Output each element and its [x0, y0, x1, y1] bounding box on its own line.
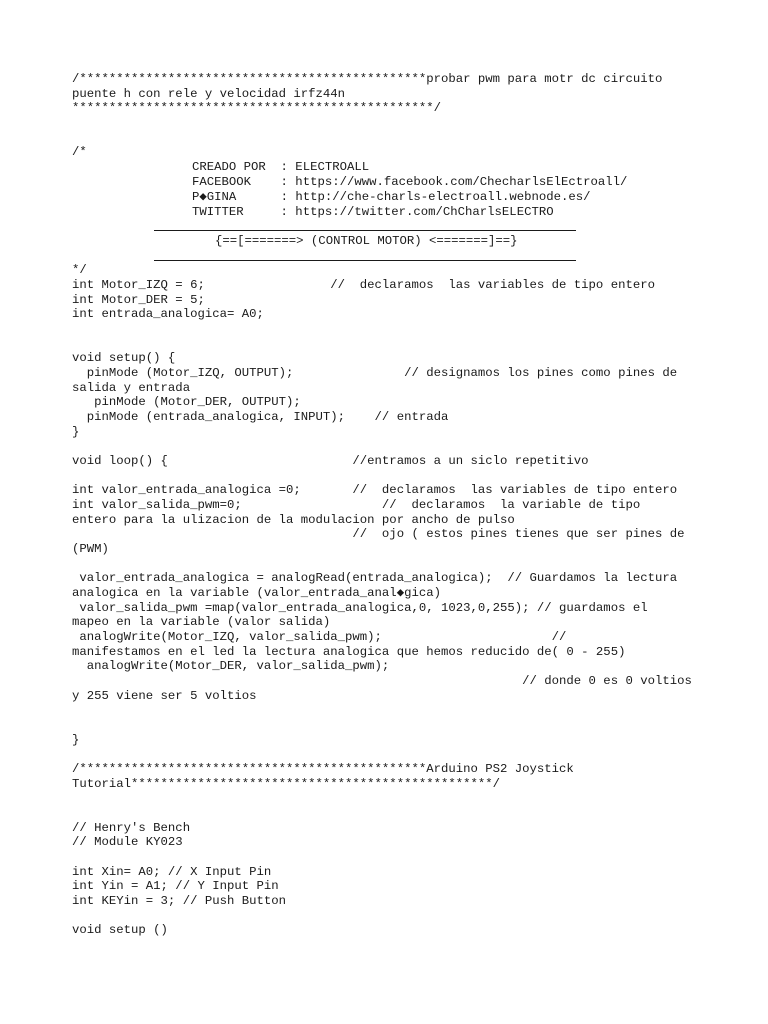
code-line: /***********************************************probar pwm para motr dc circuito: [72, 72, 663, 86]
code-line: analogWrite(Motor_IZQ, valor_salida_pwm); //: [72, 630, 567, 644]
code-line: void setup (): [72, 923, 168, 937]
code-line: puente h con rele y velocidad irfz44n: [72, 87, 346, 101]
code-line: int valor_entrada_analogica =0; // declaramos las variables de tipo entero: [72, 483, 678, 497]
code-line: int Motor_IZQ = 6; // declaramos las variables de tipo entero: [72, 278, 655, 292]
code-line: CREADO POR : ELECTROALL: [192, 160, 370, 174]
divider-line: [154, 230, 576, 231]
code-line: manifestamos en el led la lectura analogica que hemos reducido de( 0 - 255): [72, 645, 626, 659]
code-line: analogWrite(Motor_DER, valor_salida_pwm);: [72, 659, 390, 673]
code-line: }: [72, 425, 80, 439]
code-line: int KEYin = 3; // Push Button: [72, 894, 287, 908]
code-line: int entrada_analogica= A0;: [72, 307, 264, 321]
code-line: *************************************************/: [72, 101, 441, 115]
code-line: // donde 0 es 0 voltios: [72, 674, 692, 688]
code-line: P◆GINA : http://che-charls-electroall.webnode.es/: [192, 190, 591, 204]
code-line: Tutorial*************************************************/: [72, 777, 501, 791]
code-line: int Motor_DER = 5;: [72, 293, 205, 307]
code-line: mapeo en la variable (valor salida): [72, 615, 331, 629]
code-line: valor_entrada_analogica = analogRead(entrada_analogica); // Guardamos la lectura: [72, 571, 678, 585]
divider-line: [154, 260, 576, 261]
code-line: // Henry's Bench: [72, 821, 191, 835]
code-line: /***********************************************Arduino PS2 Joystick: [72, 762, 574, 776]
code-line: // ojo ( estos pines tienes que ser pines de: [72, 527, 685, 541]
code-line: pinMode (Motor_IZQ, OUTPUT); // designamos los pines como pines de: [72, 366, 678, 380]
code-line: // Module KY023: [72, 835, 183, 849]
code-line: void setup() {: [72, 351, 176, 365]
code-line: {==[=======> (CONTROL MOTOR) <=======]==}: [215, 234, 518, 248]
code-line: int Xin= A0; // X Input Pin: [72, 865, 272, 879]
code-line: /*: [72, 145, 87, 159]
code-line: analogica en la variable (valor_entrada_anal◆gica): [72, 586, 441, 600]
code-line: void loop() { //entramos a un siclo repetitivo: [72, 454, 589, 468]
code-line: FACEBOOK : https://www.facebook.com/ChecharlsElEctroall/: [192, 175, 628, 189]
code-line: }: [72, 733, 80, 747]
code-line: valor_salida_pwm =map(valor_entrada_analogica,0, 1023,0,255); // guardamos el: [72, 601, 648, 615]
code-line: TWITTER : https://twitter.com/ChCharlsELECTRO: [192, 205, 554, 219]
code-line: int Yin = A1; // Y Input Pin: [72, 879, 279, 893]
code-line: y 255 viene ser 5 voltios: [72, 689, 257, 703]
code-line: int valor_salida_pwm=0; // declaramos la variable de tipo: [72, 498, 641, 512]
code-line: (PWM): [72, 542, 109, 556]
code-line: pinMode (entrada_analogica, INPUT); // entrada: [72, 410, 449, 424]
code-line: pinMode (Motor_DER, OUTPUT);: [72, 395, 301, 409]
code-line: entero para la ulizacion de la modulacion por ancho de pulso: [72, 513, 515, 527]
code-line: */: [72, 263, 87, 277]
code-line: salida y entrada: [72, 381, 191, 395]
